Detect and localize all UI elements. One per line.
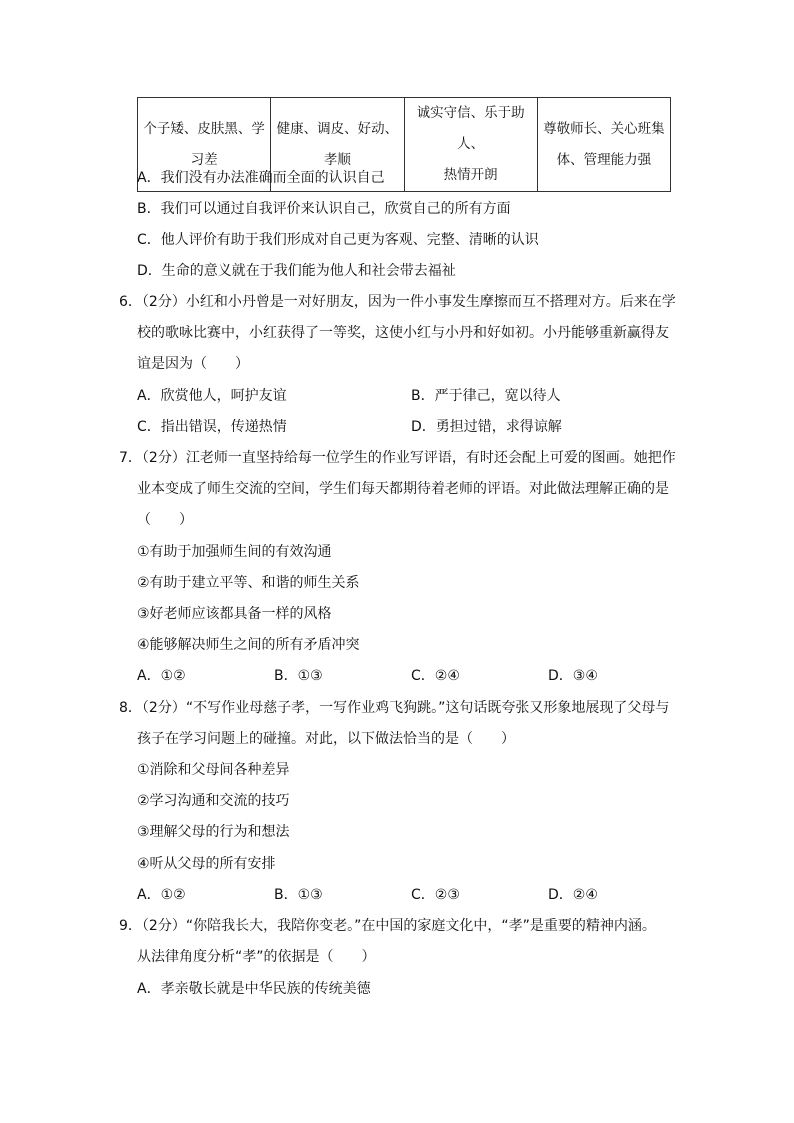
q5-option-a: A．我们没有办法准确而全面的认识自己: [137, 170, 385, 186]
q8-option-d: D．②④: [548, 887, 598, 903]
table-cell: 个子矮、皮肤黑、学 习差: [138, 98, 271, 192]
q8-item-4: ④听从父母的所有安排: [137, 856, 276, 872]
table-cell: 诚实守信、乐于助人、 热情开朗: [404, 98, 537, 192]
q6-stem-line-3: 谊是因为（ ）: [137, 356, 249, 372]
table-cell: 尊敬师长、关心班集 体、管理能力强: [537, 98, 670, 192]
q7-option-b: B．①③: [274, 668, 323, 684]
q8-option-a: A．①②: [137, 887, 186, 903]
q7-stem-line-2: 业本变成了师生交流的空间，学生们每天都期待着老师的评语。对此做法理解正确的是: [137, 481, 669, 497]
q6-option-c: C．指出错误，传递热情: [137, 419, 287, 435]
q9-option-a: A．孝亲敬长就是中华民族的传统美德: [137, 981, 371, 997]
q6-option-b: B．严于律己，宽以待人: [411, 388, 561, 404]
q8-item-2: ②学习沟通和交流的技巧: [137, 793, 290, 809]
q8-stem-line-1: 8．（2分）“不写作业母慈子孝，一写作业鸡飞狗跳。”这句话既夸张又形象地展现了父母与: [119, 700, 670, 716]
q9-stem-line-2: 从法律角度分析“孝”的依据是（ ）: [137, 949, 376, 965]
q8-item-1: ①消除和父母间各种差异: [137, 762, 290, 778]
q7-option-d: D．③④: [548, 668, 598, 684]
q6-stem-line-2: 校的歌咏比赛中，小红获得了一等奖，这使小红与小丹和好如初。小丹能够重新赢得友: [137, 325, 669, 341]
q7-option-a: A．①②: [137, 668, 186, 684]
q7-stem-line-1: 7．（2分）江老师一直坚持给每一位学生的作业写评语，有时还会配上可爱的图画。她把作: [119, 450, 676, 466]
q7-item-1: ①有助于加强师生间的有效沟通: [137, 544, 332, 560]
q7-item-2: ②有助于建立平等、和谐的师生关系: [137, 575, 360, 591]
q5-option-c: C．他人评价有助于我们形成对自己更为客观、完整、清晰的认识: [137, 232, 539, 248]
q5-option-d: D．生命的意义就在于我们能为他人和社会带去福祉: [137, 263, 456, 279]
q6-option-a: A．欣赏他人，呵护友谊: [137, 388, 287, 404]
q9-stem-line-1: 9．（2分）“你陪我长大，我陪你变老。”在中国的家庭文化中，“孝”是重要的精神内涵。: [119, 918, 656, 934]
q7-stem-line-3: （ ）: [137, 512, 193, 528]
q7-item-4: ④能够解决师生之间的所有矛盾冲突: [137, 637, 360, 653]
q5-option-b: B．我们可以通过自我评价来认识自己，欣赏自己的所有方面: [137, 201, 511, 217]
q6-option-d: D．勇担过错，求得谅解: [411, 419, 562, 435]
q7-item-3: ③好老师应该都具备一样的风格: [137, 606, 332, 622]
q6-stem-line-1: 6．（2分）小红和小丹曾是一对好朋友，因为一件小事发生摩擦而互不搭理对方。后来在学: [119, 294, 676, 310]
q8-stem-line-2: 孩子在学习问题上的碰撞。对此，以下做法恰当的是（ ）: [137, 731, 515, 747]
q8-option-c: C．②③: [411, 887, 460, 903]
q7-option-c: C．②④: [411, 668, 460, 684]
q8-item-3: ③理解父母的行为和想法: [137, 824, 290, 840]
table-cell: 健康、调皮、好动、 孝顺: [271, 98, 404, 192]
q8-option-b: B．①③: [274, 887, 323, 903]
